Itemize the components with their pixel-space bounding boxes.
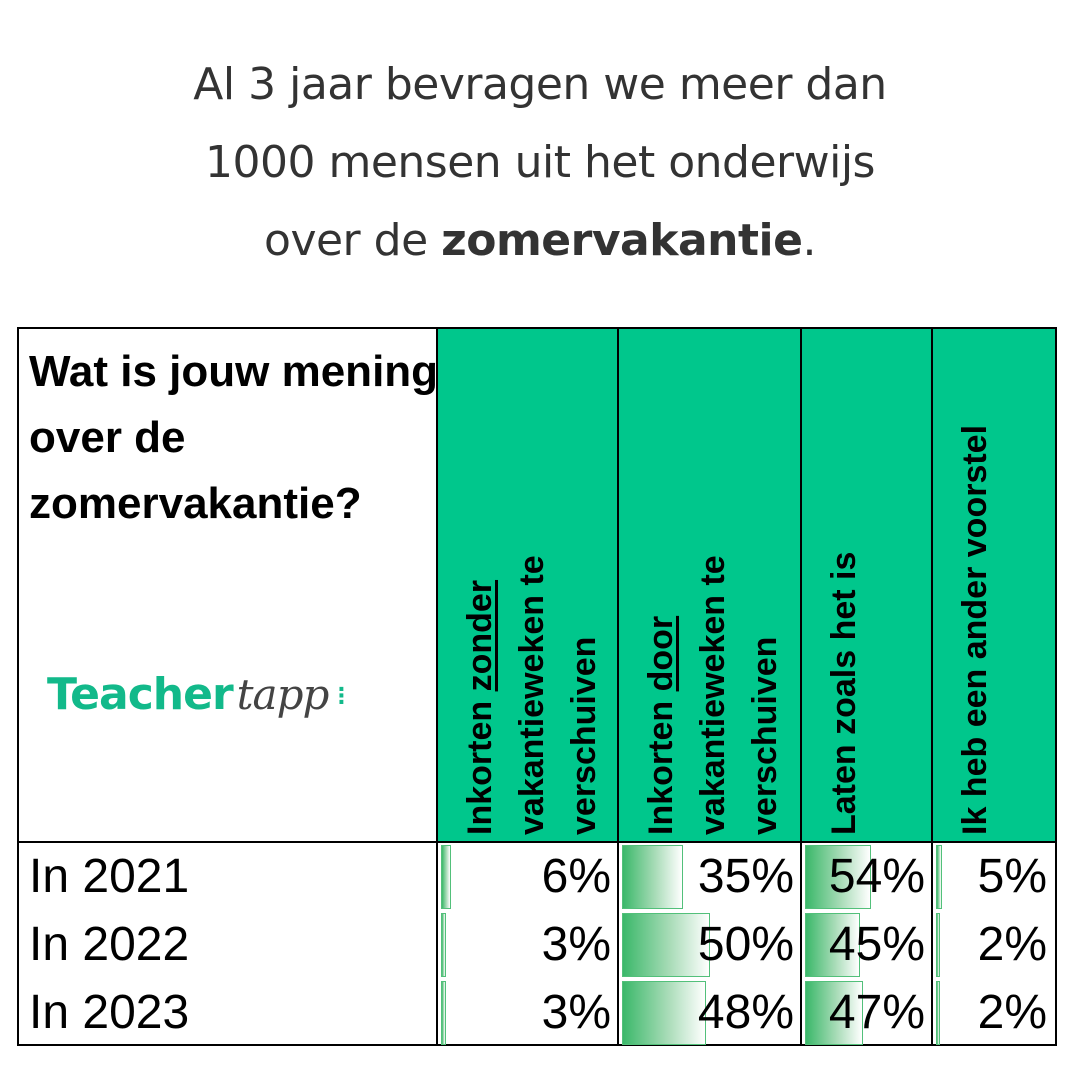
value-cell (438, 979, 617, 1047)
column-header-segment: verschuiven (565, 636, 603, 835)
column-header-segment: verschuiven (746, 636, 784, 835)
heading-emphasis: zomervakantie (441, 215, 803, 266)
logo-script-text: tapp (236, 670, 329, 719)
column-header-3 (802, 329, 933, 843)
value-cell (933, 843, 1053, 911)
data-label: 48% (697, 986, 794, 1039)
column-header-segment: vakantieweken te (513, 555, 551, 835)
row-year-label: In 2022 (29, 918, 190, 971)
data-label: 54% (828, 850, 925, 903)
column-header-1 (438, 329, 619, 843)
data-label: 2% (977, 918, 1047, 971)
heading-line-3 (0, 202, 1080, 280)
data-label: 2% (977, 986, 1047, 1039)
page-heading (0, 46, 1080, 280)
data-bar (622, 845, 683, 909)
logo-brand-text: Teacher (47, 669, 233, 720)
table-row (19, 979, 1055, 1047)
value-cell (802, 979, 931, 1047)
data-label: 35% (697, 850, 794, 903)
heading-line-3-prefix: over de (264, 215, 442, 266)
value-cell (619, 979, 800, 1047)
column-header-line (635, 555, 687, 835)
table-row (19, 843, 1055, 911)
data-bar (441, 981, 446, 1045)
data-bar (936, 913, 940, 977)
column-header-line (687, 555, 739, 835)
column-header-line (506, 555, 558, 835)
data-label: 47% (828, 986, 925, 1039)
column-header-emphasis: door (642, 615, 680, 692)
data-bar (441, 913, 446, 977)
row-year-label: In 2021 (29, 850, 190, 903)
data-label: 3% (541, 918, 611, 971)
heading-line-3-suffix: . (802, 215, 816, 266)
survey-table (17, 327, 1057, 1046)
data-bar (622, 913, 710, 977)
heading-line-1: Al 3 jaar bevragen we meer dan (193, 59, 887, 110)
data-label: 5% (977, 850, 1047, 903)
question-text: Wat is jouw mening over de zomervakantie? (29, 347, 439, 528)
column-header-line (454, 555, 506, 835)
column-header-segment: vakantieweken te (694, 555, 732, 835)
column-header-4 (933, 329, 1055, 843)
value-cell (802, 843, 931, 911)
logo-spark-icon: ⋮ (330, 684, 352, 709)
column-header-segment: Ik heb een ander voorstel (956, 424, 994, 835)
column-header-segment: Inkorten (642, 691, 680, 835)
value-cell (619, 843, 800, 911)
teachertapp-logo (47, 669, 351, 720)
heading-line-2: 1000 mensen uit het onderwijs (205, 137, 875, 188)
value-cell (438, 843, 617, 911)
value-cell (933, 979, 1053, 1047)
column-header-segment: Laten zoals het is (825, 551, 863, 835)
data-bar (622, 981, 706, 1045)
value-cell (802, 911, 931, 979)
value-cell (619, 911, 800, 979)
data-label: 45% (828, 918, 925, 971)
data-label: 3% (541, 986, 611, 1039)
column-header-line (739, 555, 791, 835)
column-header-line (818, 552, 870, 835)
data-bar (936, 845, 942, 909)
column-header-2 (619, 329, 802, 843)
value-cell (933, 911, 1053, 979)
row-year-label: In 2023 (29, 986, 190, 1039)
column-header-emphasis: zonder (461, 579, 499, 692)
data-bar (441, 845, 451, 909)
column-header-line (949, 425, 1001, 835)
data-bar (936, 981, 940, 1045)
column-header-segment: Inkorten (461, 691, 499, 835)
data-label: 50% (697, 918, 794, 971)
data-label: 6% (541, 850, 611, 903)
table-row (19, 911, 1055, 979)
column-header-line (558, 555, 610, 835)
question-cell (19, 329, 438, 843)
value-cell (438, 911, 617, 979)
